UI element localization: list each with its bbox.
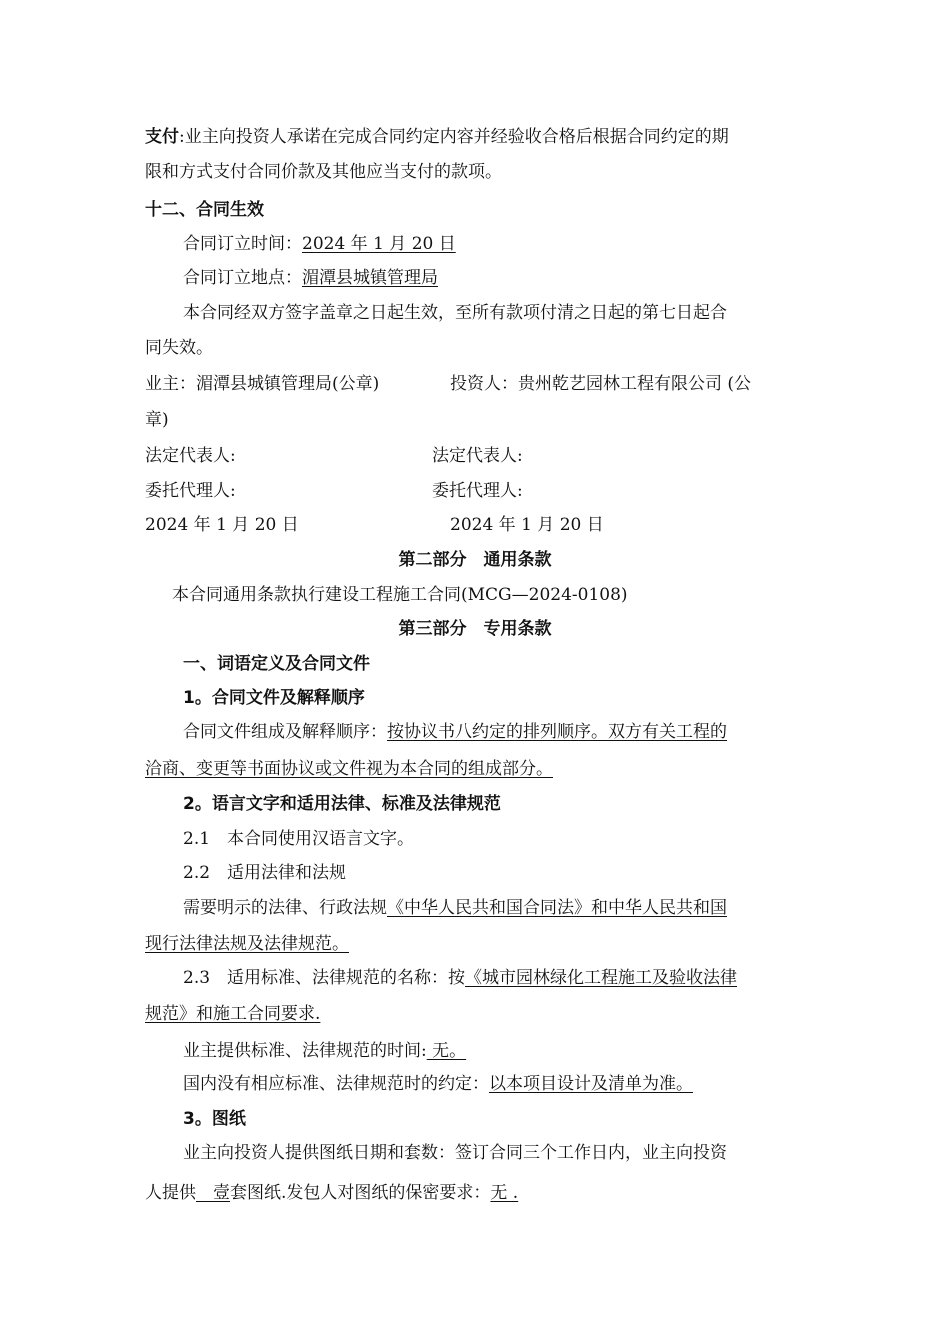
domestic-standard-label: 国内没有相应标准、法律规范时的约定： <box>183 1074 489 1094</box>
payment-line-1 <box>145 127 729 147</box>
payment-label: 支付 <box>145 127 179 147</box>
legal-rep-right: 法定代表人: <box>432 446 523 466</box>
law-line-1 <box>183 898 727 918</box>
part-2-heading: 第二部分 通用条款 <box>398 550 552 570</box>
law-line-2 <box>145 934 349 954</box>
language-law-heading: 2。语言文字和适用法律、标准及法律规范 <box>183 794 501 814</box>
drawings-secret: 无 . <box>490 1183 519 1203</box>
drawings-line-1: 业主向投资人提供图纸日期和套数：签订合同三个工作日内，业主向投资 <box>183 1143 727 1163</box>
part-2-text: 本合同通用条款执行建设工程施工合同(MCG—2024-0108) <box>172 585 628 605</box>
clause-2-3-value-1: 《城市园林绿化工程施工及验收法律 <box>465 968 738 988</box>
clause-2-3-line-2 <box>145 1004 320 1024</box>
clause-2-3-label: 2.3 适用标准、法律规范的名称：按 <box>183 968 466 988</box>
drawings-line-2 <box>145 1183 518 1203</box>
order-line-1 <box>183 722 727 742</box>
part-3-section-1: 一、词语定义及合同文件 <box>183 654 370 674</box>
effect-line-1: 本合同经双方签字盖章之日起生效，至所有款项付清之日起的第七日起合 <box>183 303 727 323</box>
owner-signature: 业主：湄潭县城镇管理局(公章) <box>145 374 380 394</box>
clause-2-1: 2.1 本合同使用汉语言文字。 <box>183 829 415 849</box>
domestic-standard-line <box>183 1074 693 1094</box>
domestic-standard-value: 以本项目设计及清单为准。 <box>489 1074 693 1094</box>
provide-time-line <box>183 1041 466 1061</box>
drawings-heading: 3。图纸 <box>183 1109 246 1129</box>
clause-2-3-value-2: 规范》和施工合同要求. <box>145 1004 321 1024</box>
law-value-1: 《中华人民共和国合同法》和中华人民共和国 <box>387 898 727 918</box>
contract-docs-heading: 1。合同文件及解释顺序 <box>183 688 365 708</box>
agent-right: 委托代理人: <box>432 481 523 501</box>
contract-time-label: 合同订立时间： <box>183 234 302 254</box>
clause-2-3-line-1 <box>183 968 737 988</box>
provide-time-value: 无。 <box>426 1041 467 1061</box>
payment-text-1: :业主向投资人承诺在完成合同约定内容并经验收合格后根据合同约定的期 <box>179 127 729 147</box>
contract-time-line <box>183 234 456 254</box>
law-value-2: 现行法律法规及法律规范。 <box>145 934 349 954</box>
drawings-mid: 套图纸.发包人对图纸的保密要求： <box>230 1183 491 1203</box>
effect-line-2: 同失效。 <box>145 338 213 358</box>
order-label: 合同文件组成及解释顺序： <box>183 722 387 742</box>
legal-rep-left: 法定代表人: <box>145 446 236 466</box>
drawings-prefix: 人提供 <box>145 1183 196 1203</box>
contract-place-line <box>183 268 438 288</box>
order-value-1: 按协议书八约定的排列顺序。双方有关工程的 <box>387 722 727 742</box>
contract-time-value: 2024 年 1 月 20 日 <box>302 234 456 254</box>
order-value-2: 洽商、变更等书面协议或文件视为本合同的组成部分。 <box>145 759 553 779</box>
date-left: 2024 年 1 月 20 日 <box>145 515 299 535</box>
investor-signature: 投资人：贵州乾艺园林工程有限公司 (公 <box>450 374 752 394</box>
payment-line-2: 限和方式支付合同价款及其他应当支付的款项。 <box>145 162 502 182</box>
provide-time-label: 业主提供标准、法律规范的时间: <box>183 1041 427 1061</box>
agent-left: 委托代理人: <box>145 481 236 501</box>
law-label: 需要明示的法律、行政法规 <box>183 898 387 918</box>
part-3-heading: 第三部分 专用条款 <box>398 619 552 639</box>
date-right: 2024 年 1 月 20 日 <box>450 515 604 535</box>
drawings-sets: 壹 <box>196 1183 230 1203</box>
investor-signature-cont: 章) <box>145 410 169 430</box>
contract-place-label: 合同订立地点： <box>183 268 302 288</box>
section-12-heading: 十二、合同生效 <box>145 200 264 220</box>
contract-place-value: 湄潭县城镇管理局 <box>302 268 438 288</box>
clause-2-2: 2.2 适用法律和法规 <box>183 863 347 883</box>
order-line-2 <box>145 759 553 779</box>
